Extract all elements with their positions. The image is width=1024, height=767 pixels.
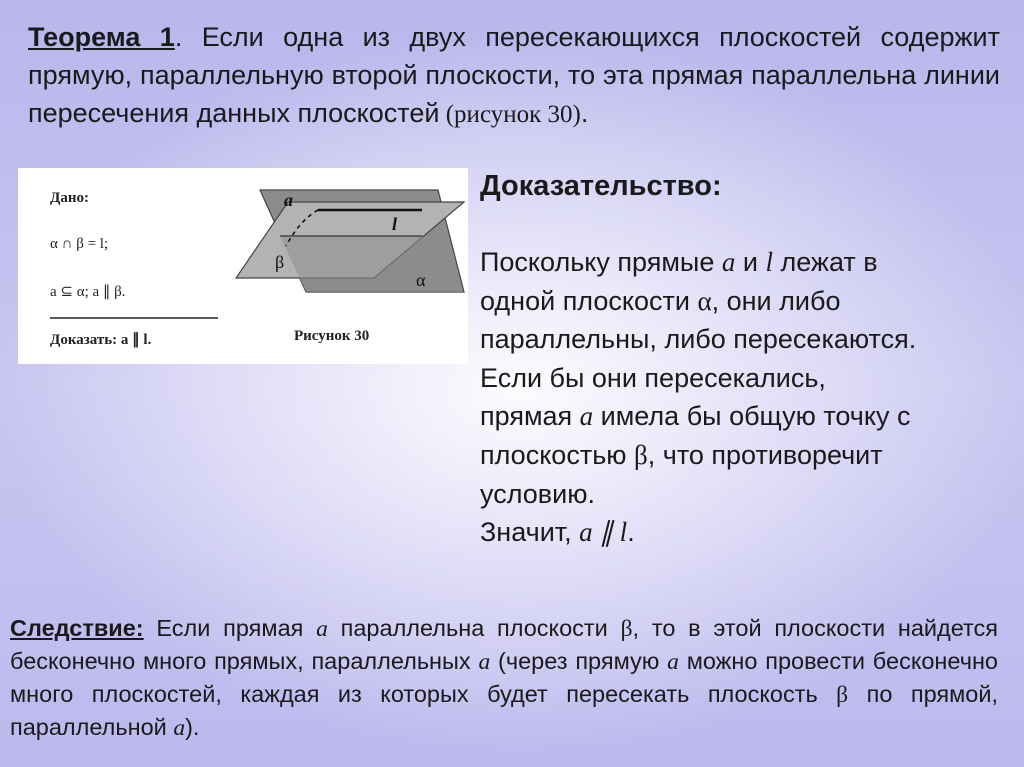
figure-30 — [18, 168, 468, 364]
var-a: a — [316, 616, 328, 642]
proof-text: Значит, — [480, 517, 580, 548]
given-title: Дано: — [50, 190, 89, 206]
label-a: a — [284, 190, 293, 210]
theorem-statement — [28, 18, 1000, 134]
given-line-in-plane: a ⊆ α; a ∥ β. — [50, 284, 126, 300]
corollary-label: Следствие: — [10, 615, 144, 641]
var-a: a — [579, 401, 594, 432]
proof-conclusion — [480, 513, 1000, 552]
proof-text: , они либо — [711, 285, 841, 316]
proof-title: Доказательство: — [480, 170, 722, 202]
var-l: l — [765, 247, 773, 277]
proof-body — [480, 243, 1000, 552]
label-beta: β — [275, 252, 285, 272]
corollary — [10, 612, 998, 744]
corollary-text: параллельна плоскости — [327, 615, 621, 641]
var-a: a — [667, 649, 679, 675]
proof-text: лежат в — [772, 247, 878, 277]
symbol-alpha: α — [697, 285, 712, 316]
var-a: a — [173, 715, 186, 741]
theorem-text: . Если одна из двух пересекающихся плоскостей содержит прямую, параллельную второй плоскости, то эта прямая параллельна линии пересечения данных плоскостей — [28, 22, 1000, 128]
corollary-text: можно провести бесконечно много плоскостей, каждая из которых будет пересекать плоскость — [10, 648, 998, 707]
prove-statement: Доказать: a ∥ l. — [50, 332, 152, 348]
proof-line — [480, 436, 1000, 475]
proof-text: и — [735, 247, 766, 277]
corollary-text: (через прямую — [490, 648, 668, 674]
proof-text: прямая — [480, 401, 580, 432]
corollary-text: по прямой, параллельной — [10, 681, 998, 740]
symbol-beta: β — [836, 682, 849, 708]
proof-line — [480, 397, 1000, 436]
proof-text: , что противоречит — [647, 439, 883, 470]
figure-svg — [18, 168, 468, 364]
corollary-text: , то в этой плоскости найдется бесконечно много прямых, параллельных — [10, 615, 999, 674]
proof-line: условию. — [480, 478, 595, 509]
corollary-text: Если прямая — [143, 615, 317, 641]
proof-text: Поскольку прямые — [480, 247, 722, 277]
symbol-beta: β — [620, 616, 633, 642]
proof-line — [480, 243, 1000, 282]
proof-line: параллельны, либо пересекаются. — [480, 324, 917, 355]
figure-reference: (рисунок 30) — [439, 101, 581, 128]
symbol-beta: β — [634, 439, 648, 470]
label-l: l — [392, 214, 398, 234]
corollary-text: ). — [185, 714, 200, 740]
proof-line — [480, 282, 1000, 321]
figure-caption: Рисунок 30 — [294, 328, 370, 344]
proof-text: . — [627, 517, 635, 548]
given-intersection: α ∩ β = l; — [50, 236, 109, 252]
proof-text: имела бы общую точку с — [593, 401, 911, 432]
proof-text: плоскостью — [480, 439, 635, 470]
theorem-end: . — [580, 98, 589, 128]
proof-text: одной плоскости — [480, 285, 698, 316]
var-a: a — [721, 247, 736, 277]
theorem-label: Теорема 1 — [28, 22, 175, 52]
proof-line: Если бы они пересекались, — [480, 362, 826, 393]
conclusion-expression: a ∥ l — [579, 517, 628, 548]
label-alpha: α — [416, 270, 426, 290]
var-a: a — [478, 649, 491, 675]
